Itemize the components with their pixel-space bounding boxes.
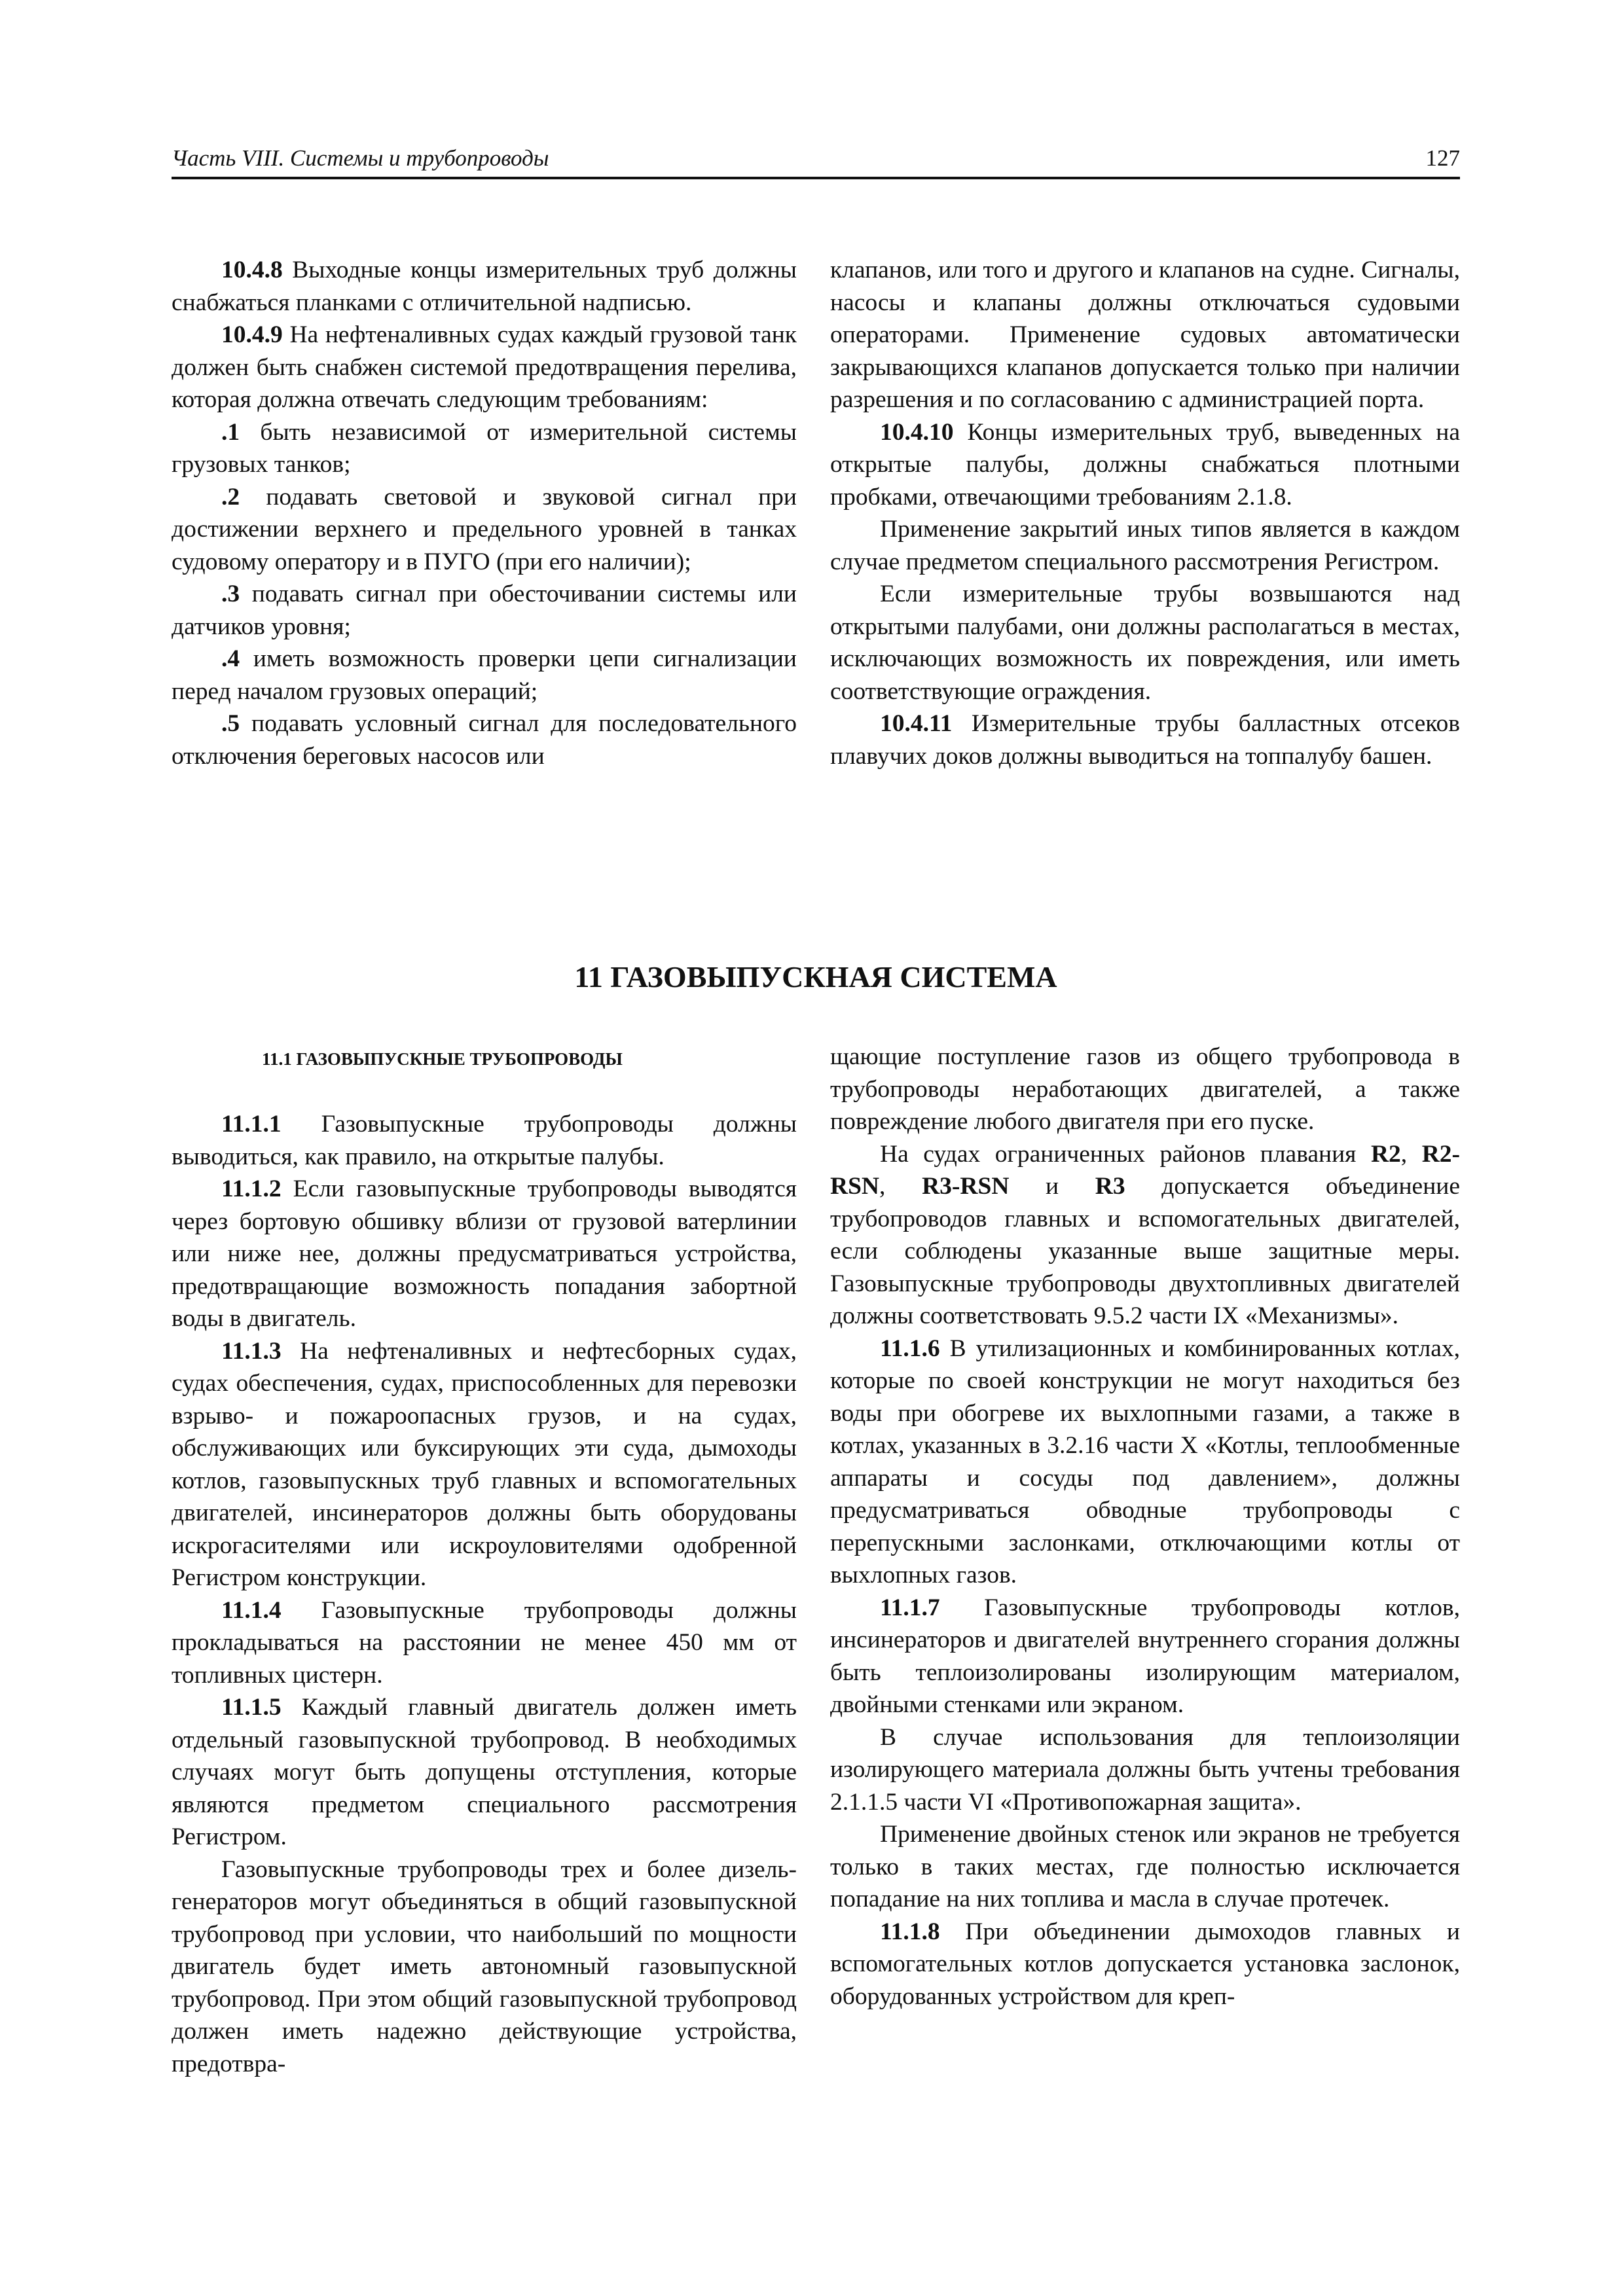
- item-text: подавать сигнал при обесточивании системы или датчиков уровня;: [172, 581, 797, 640]
- paragraph-10-4-10: [830, 416, 1460, 514]
- page-header: [172, 145, 1460, 178]
- item-text: подавать световой и звуковой сигнал при достижении верхнего и предельного уровней в танках судовому оператору и в ПУГО (при его наличии);: [172, 483, 797, 575]
- list-item-3: [172, 578, 797, 643]
- separator: ,: [1400, 1140, 1422, 1168]
- item-number: .5: [221, 710, 240, 737]
- item-text: быть независимой от измерительной системы грузовых танков;: [172, 418, 797, 478]
- list-item-1: [172, 416, 797, 481]
- paragraph-text: Измерительные трубы балластных отсеков плавучих доков должны выводиться на топпалубу башен.: [830, 710, 1460, 770]
- list-item-5: [172, 708, 797, 772]
- clause-number: 10.4.11: [880, 710, 953, 737]
- paragraph-text: Применение закрытий иных типов является в каждом случае предметом специального рассмотрения Регистром.: [830, 516, 1460, 575]
- paragraph-text: При объединении дымоходов главных и вспомогательных котлов допускается установка заслонок, оборудованных устройством для креп-: [830, 1918, 1460, 2010]
- area-code: R2: [1370, 1140, 1401, 1168]
- clause-number: 11.1.3: [221, 1337, 282, 1365]
- paragraph-text: Газовыпускные трубопроводы должны прокладываться на расстоянии не менее 450 мм от топливных цистерн.: [172, 1596, 797, 1689]
- separator: и: [1009, 1173, 1095, 1200]
- paragraph-text: Газовыпускные трубопроводы должны выводиться, как правило, на открытые палубы.: [172, 1111, 797, 1170]
- area-code: R3-RSN: [922, 1173, 1010, 1200]
- clause-number: 11.1.2: [221, 1175, 282, 1202]
- paragraph-text: Каждый главный двигатель должен иметь отдельный газовыпускной трубопровод. В необходимых случаях могут быть допущены отступления, которые являются предметом специального рассмотрения Регистром.: [172, 1694, 797, 1850]
- clause-number: 11.1.8: [880, 1918, 940, 1945]
- item-text: иметь возможность проверки цепи сигнализации перед началом грузовых операций;: [172, 645, 797, 705]
- clause-number: 10.4.9: [221, 321, 283, 348]
- subsection-title: 11.1 ГАЗОВЫПУСКНЫЕ ТРУБОПРОВОДЫ: [262, 1049, 623, 1069]
- paragraph-11-1-4: [172, 1594, 797, 1692]
- page-number: 127: [1425, 145, 1460, 171]
- paragraph-10-4-9: [172, 319, 797, 416]
- paragraph-text: В утилизационных и комбинированных котлах, которые по своей конструкции не могут находиться без воды при обогреве их выхлопными газами, а также в котлах, указанных в 3.2.16 части X «Котлы, теплообменные аппараты и сосуды под давлением», должны предусматриваться обводные трубопроводы с перепускными заслонками, отключающими котлы от выхлопных газов.: [830, 1335, 1460, 1588]
- paragraph-text: Применение двойных стенок или экранов не требуется только в таких местах, где полностью исключается попадание на них топлива и масла в случае протечек.: [830, 1821, 1460, 1912]
- paragraph-11-1-2: [172, 1173, 797, 1335]
- paragraph-11-1-6: [830, 1333, 1460, 1592]
- paragraph-11-1-5: [172, 1691, 797, 1854]
- clause-number: 11.1.4: [221, 1596, 282, 1624]
- column-top-left: [172, 254, 797, 772]
- section-title: 11 ГАЗОВЫПУСКНАЯ СИСТЕМА: [574, 960, 1057, 994]
- paragraph-11-1-1: [172, 1108, 797, 1173]
- item-number: .3: [221, 581, 240, 607]
- item-number: .2: [221, 483, 240, 511]
- paragraph-text: Если измерительные трубы возвышаются над открытыми палубами, они должны располагаться в местах, исключающих возможность их повреждения, или иметь соответствующие ограждения.: [830, 581, 1460, 705]
- column-bottom-right: [830, 1041, 1460, 2013]
- paragraph-limited-areas: [830, 1138, 1460, 1333]
- area-code: R3: [1095, 1173, 1125, 1200]
- item-number: .4: [221, 645, 240, 672]
- header-rule: [172, 177, 1460, 179]
- column-bottom-left: [172, 1108, 797, 2080]
- paragraph-text: Концы измерительных труб, выведенных на открытые палубы, должны снабжаться плотными пробками, отвечающими требованиям 2.1.8.: [830, 418, 1460, 511]
- paragraph-text: На нефтеналивных судах каждый грузовой танк должен быть снабжен системой предотвращения перелива, которая должна отвечать следующим требованиям:: [172, 321, 797, 413]
- clause-number: 11.1.5: [221, 1694, 282, 1721]
- paragraph-text: В случае использования для теплоизоляции изолирующего материала должны быть учтены требования 2.1.1.5 части VI «Противопожарная защита».: [830, 1723, 1460, 1816]
- list-item-2: [172, 481, 797, 579]
- clause-number: 10.4.8: [221, 257, 283, 283]
- paragraph-text: На нефтеналивных и нефтесборных судах, судах обеспечения, судах, приспособленных для перевозки взрыво- и пожароопасных грузов, и на судах, обслуживающих или буксирующих эти суда, дымоходы котлов, газовыпускных труб главных и вспомогательных двигателей, инсинераторов должны быть оборудованы искрогасителями или искроуловителями одобренной Регистром конструкции.: [172, 1337, 797, 1591]
- paragraph-10-4-8: [172, 254, 797, 319]
- paragraph-11-1-3: [172, 1335, 797, 1594]
- paragraph-10-4-11: [830, 708, 1460, 772]
- paragraph-text: На судах ограниченных районов плавания: [880, 1140, 1371, 1168]
- clause-number: 11.1.7: [880, 1594, 940, 1621]
- paragraph-text: Если газовыпускные трубопроводы выводятся через бортовую обшивку вблизи от грузовой ватерлинии или ниже нее, должны предусматриваться устройства, предотвращающие возможность попадания забортной воды в двигатель.: [172, 1175, 797, 1332]
- item-text: подавать условный сигнал для последовательного отключения береговых насосов или: [172, 710, 797, 770]
- paragraph-text: Газовыпускные трубопроводы трех и более дизель-генераторов могут объединяться в общий газовыпускной трубопровод при условии, что наибольший по мощности двигатель будет иметь автономный газовыпускной трубопровод. При этом общий газовыпускной трубопровод должен иметь надежно действующие устройства, предотвра-: [172, 1856, 797, 2077]
- area-code: R2-RSN: [830, 1140, 1461, 1200]
- paragraph-11-1-7: [830, 1592, 1460, 1721]
- running-head-part: Часть VIII. Системы и трубопроводы: [172, 145, 549, 171]
- paragraph-text: Газовыпускные трубопроводы котлов, инсинераторов и двигателей внутреннего сгорания должны быть теплоизолированы изолирующим материалом, двойными стенками или экраном.: [830, 1594, 1460, 1718]
- paragraph-continuation: клапанов, или того и другого и клапанов на судне. Сигналы, насосы и клапаны должны отключаться судовыми операторами. Применение судовых автоматически закрывающихся клапанов допускается только при наличии разрешения и по согласованию с администрацией порта.: [830, 257, 1460, 413]
- paragraph-text: допускается объединение трубопроводов главных и вспомогательных двигателей, если соблюдены указанные выше защитные меры. Газовыпускные трубопроводы двухтопливных двигателей должны соответствовать 9.5.2 части IX «Механизмы».: [830, 1173, 1460, 1329]
- paragraph-11-1-8: [830, 1916, 1460, 2013]
- clause-number: 10.4.10: [880, 418, 954, 446]
- clause-number: 11.1.1: [221, 1111, 282, 1138]
- paragraph-continuation: щающие поступление газов из общего трубопровода в трубопроводы неработающих двигателей, а также повреждение любого двигателя при его пуске.: [830, 1043, 1460, 1135]
- column-top-right: [830, 254, 1460, 772]
- separator: ,: [879, 1173, 922, 1200]
- paragraph-text: Выходные концы измерительных труб должны снабжаться планками с отличительной надписью.: [172, 257, 797, 316]
- list-item-4: [172, 643, 797, 708]
- clause-number: 11.1.6: [880, 1335, 940, 1362]
- item-number: .1: [221, 418, 240, 446]
